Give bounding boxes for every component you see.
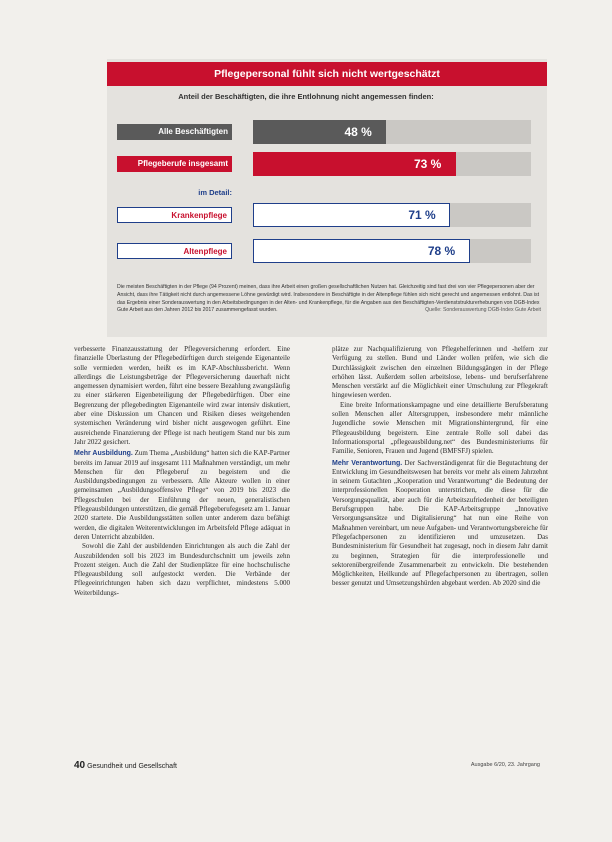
infographic-source: Quelle: Sonderauswertung DGB-Index Gute Arbeit (425, 307, 541, 314)
bar-track-krankenpflege (253, 203, 531, 227)
infographic-subtitle: Anteil der Beschäftigten, die ihre Entlohnung nicht angemessen finden: (178, 92, 434, 101)
paragraph-text: Der Sachverständigenrat für die Begutachtung der Entwicklung im Gesundheitswesen hat bereits vor mehr als einem Jahrzehnt in seinem Gutachten „Kooperation und Verantwortung“ die Bedeutung der interprofessionellen Kooperation unterstrichen, die diese für die Versorgungsqualität, aber auch für die Arbeitszufriedenheit der beteiligten Berufsgruppen habe. Die KAP-Arbeitsgruppe „Innovative Versorgungsansätze und Digitalisierung“ hat nun eine Reihe von Maßnahmen vereinbart, um neue Aufgaben- und Verantwortungsbereiche für Pflegefachpersonen zu identifizieren und umzusetzen. Das Bundesministerium für Gesundheit hat zugesagt, noch in diesem Jahr damit zu beginnen, Strategien für die interprofessionelle und sektorenübergreifende Zusammenarbeit zu entwickeln. Die bestehenden Möglichkeiten, Heilkunde auf Pflegefachpersonen zu übertragen, sollen besser genutzt und Umsetzungshürden abgebaut werden. Ab 2020 sind die (332, 458, 549, 588)
paragraph: plätze zur Nachqualifizierung von Pflegehelferinnen und -helfern zur Verfügung zu stellen. Bund und Länder wollen prüfen, wie sich die Durchlässigkeit zwischen den einzelnen Bildungsgängen in der Pflege erhöhen lässt. Außerdem sollen arbeitslose, lebens- und berufserfahrene Menschen verstärkt auf die Möglichkeit einer Umschulung zur Pflegekraft hingewiesen werden. (332, 345, 548, 400)
text-column-right (332, 345, 548, 589)
bar-label-all: Alle Beschäftigten (117, 124, 232, 140)
bar-value-all: 48 % (344, 125, 372, 139)
bar-value-altenpflege: 78 % (427, 244, 456, 258)
footer-issue: Ausgabe 6/20, 23. Jahrgang (470, 762, 540, 768)
page-number: 40 (74, 760, 86, 771)
paragraph (332, 459, 548, 589)
paragraph (74, 449, 290, 542)
bar-label-altenpflege: Altenpflege (117, 243, 232, 259)
detail-label: im Detail: (198, 188, 232, 197)
infographic-title: Pflegepersonal fühlt sich nicht wertgeschätzt (107, 62, 547, 86)
bar-value-krankenpflege: 71 % (408, 208, 436, 222)
paragraph: verbesserte Finanzausstattung der Pflegeversicherung erfordert. Eine finanzielle Überlastung der Pflegebedürftigen durch steigende Eigenanteile solle vermieden werden, heißt es im KAP-Abschlussbericht. Wenn allerdings die Leistungsbeträge der Pflegeversicherung dauerhaft nicht angemessen dynamisiert werden, führt eine bessere Bezahlung zwangsläufig zu einer stärkeren Eigenbeteiligung der Pflegebedürftigen. Über eine Begrenzung der pflegebedingten Eigenanteile wird zwar intensiv diskutiert, aber eine Diskussion um Chancen und Risiken dieses weitgehenden systemischen Veränderung wird bisher nicht ausgewogen geführt. Eine ausreichende Finanzierung der Pflege ist nach heutigem Stand nur bis zum Jahr 2022 gesichert. (74, 345, 290, 446)
bar-track-all (253, 120, 531, 144)
section-heading: Mehr Ausbildung. (74, 450, 133, 458)
section-heading: Mehr Verantwortung. (332, 459, 403, 467)
paragraph-text: Zum Thema „Ausbildung“ hatten sich die KAP-Partner bereits im Januar 2019 auf insgesamt 111 Maßnahmen verständigt, um mehr Menschen für den Pflegeberuf zu begeistern und die Ausbildungsbedingungen zu verbessern. Alle Akteure wollen in einer gemeinsamen „Ausbildungsoffensive Pflege“ von 2019 bis 2023 die Pflegeschulen bei der Einführung der neuen, generalistischen Pflegeausbildungen unterstützen, die gemäß Pflegeberufegesetz am 1. Januar 2020 startete. Die Ausbildungsstätten sollen unter anderem dazu befähigt werden, die digitalen Weiterentwicklungen im Arbeitsfeld Pflege adäquat in deren Unterricht abzubilden. (74, 449, 291, 541)
bar-label-krankenpflege: Krankenpflege (117, 207, 232, 223)
infographic-note (117, 284, 541, 315)
footer-section: Gesundheit und Gesellschaft (87, 763, 177, 770)
bar-value-total: 73 % (413, 157, 442, 171)
bar-track-total (253, 152, 531, 176)
bar-track-altenpflege (253, 239, 531, 263)
paragraph: Eine breite Informationskampagne und eine detaillierte Berufsberatung sollen Menschen aller Altersgruppen, insbesondere mehr männliche Jugendliche sowie Menschen mit Migrationshintergrund, für eine Pflegeausbildung begeistern. Eine zentrale Rolle soll dabei das Informationsportal „pflegeausbildung.net“ des Bundesministeriums für Familie, Senioren, Frauen und Jugend (BMFSFJ) spielen. (332, 400, 548, 456)
bar-label-total: Pflegeberufe insgesamt (117, 156, 232, 172)
text-column-left (74, 345, 290, 598)
page-footer (74, 760, 177, 771)
paragraph: Sowohl die Zahl der ausbildenden Einrichtungen als auch die Zahl der Auszubildenden soll bis 2023 im Bundesdurchschnitt um jeweils zehn Prozent steigen. Auch die Zahl der Studienplätze für eine hochschulische Pflegeausbildung soll aufgestockt werden. Die Verbände der Pflegeeinrichtungen haben sich dazu verpflichtet, mindestens 5.000 Weiterbildungs- (74, 542, 290, 597)
infographic-note-text: Die meisten Beschäftigten in der Pflege (94 Prozent) meinen, dass ihre Arbeit einen großen gesellschaftlichen Nutzen hat. Gleichzeitig sind fast drei von vier Pflegepersonen aber der Ansicht, dass ihre Tätigkeit nicht durch angemessene Löhne gewürdigt wird. Insbesondere in Beschäftigte in der Altenpflege fühlen sich nicht gerecht und angemessen entlohnt. Das ist das Ergebnis einer Sonderauswertung in den Arbeitsbedingungen in der Alten- und Krankenpflege, für die Angaben aus den Beschäftigten-Verdienststrukturerhebungen von DGB-Index Gute Arbeit aus den Jahren 2012 bis 2017 zusammengefasst wurden. (117, 284, 540, 314)
